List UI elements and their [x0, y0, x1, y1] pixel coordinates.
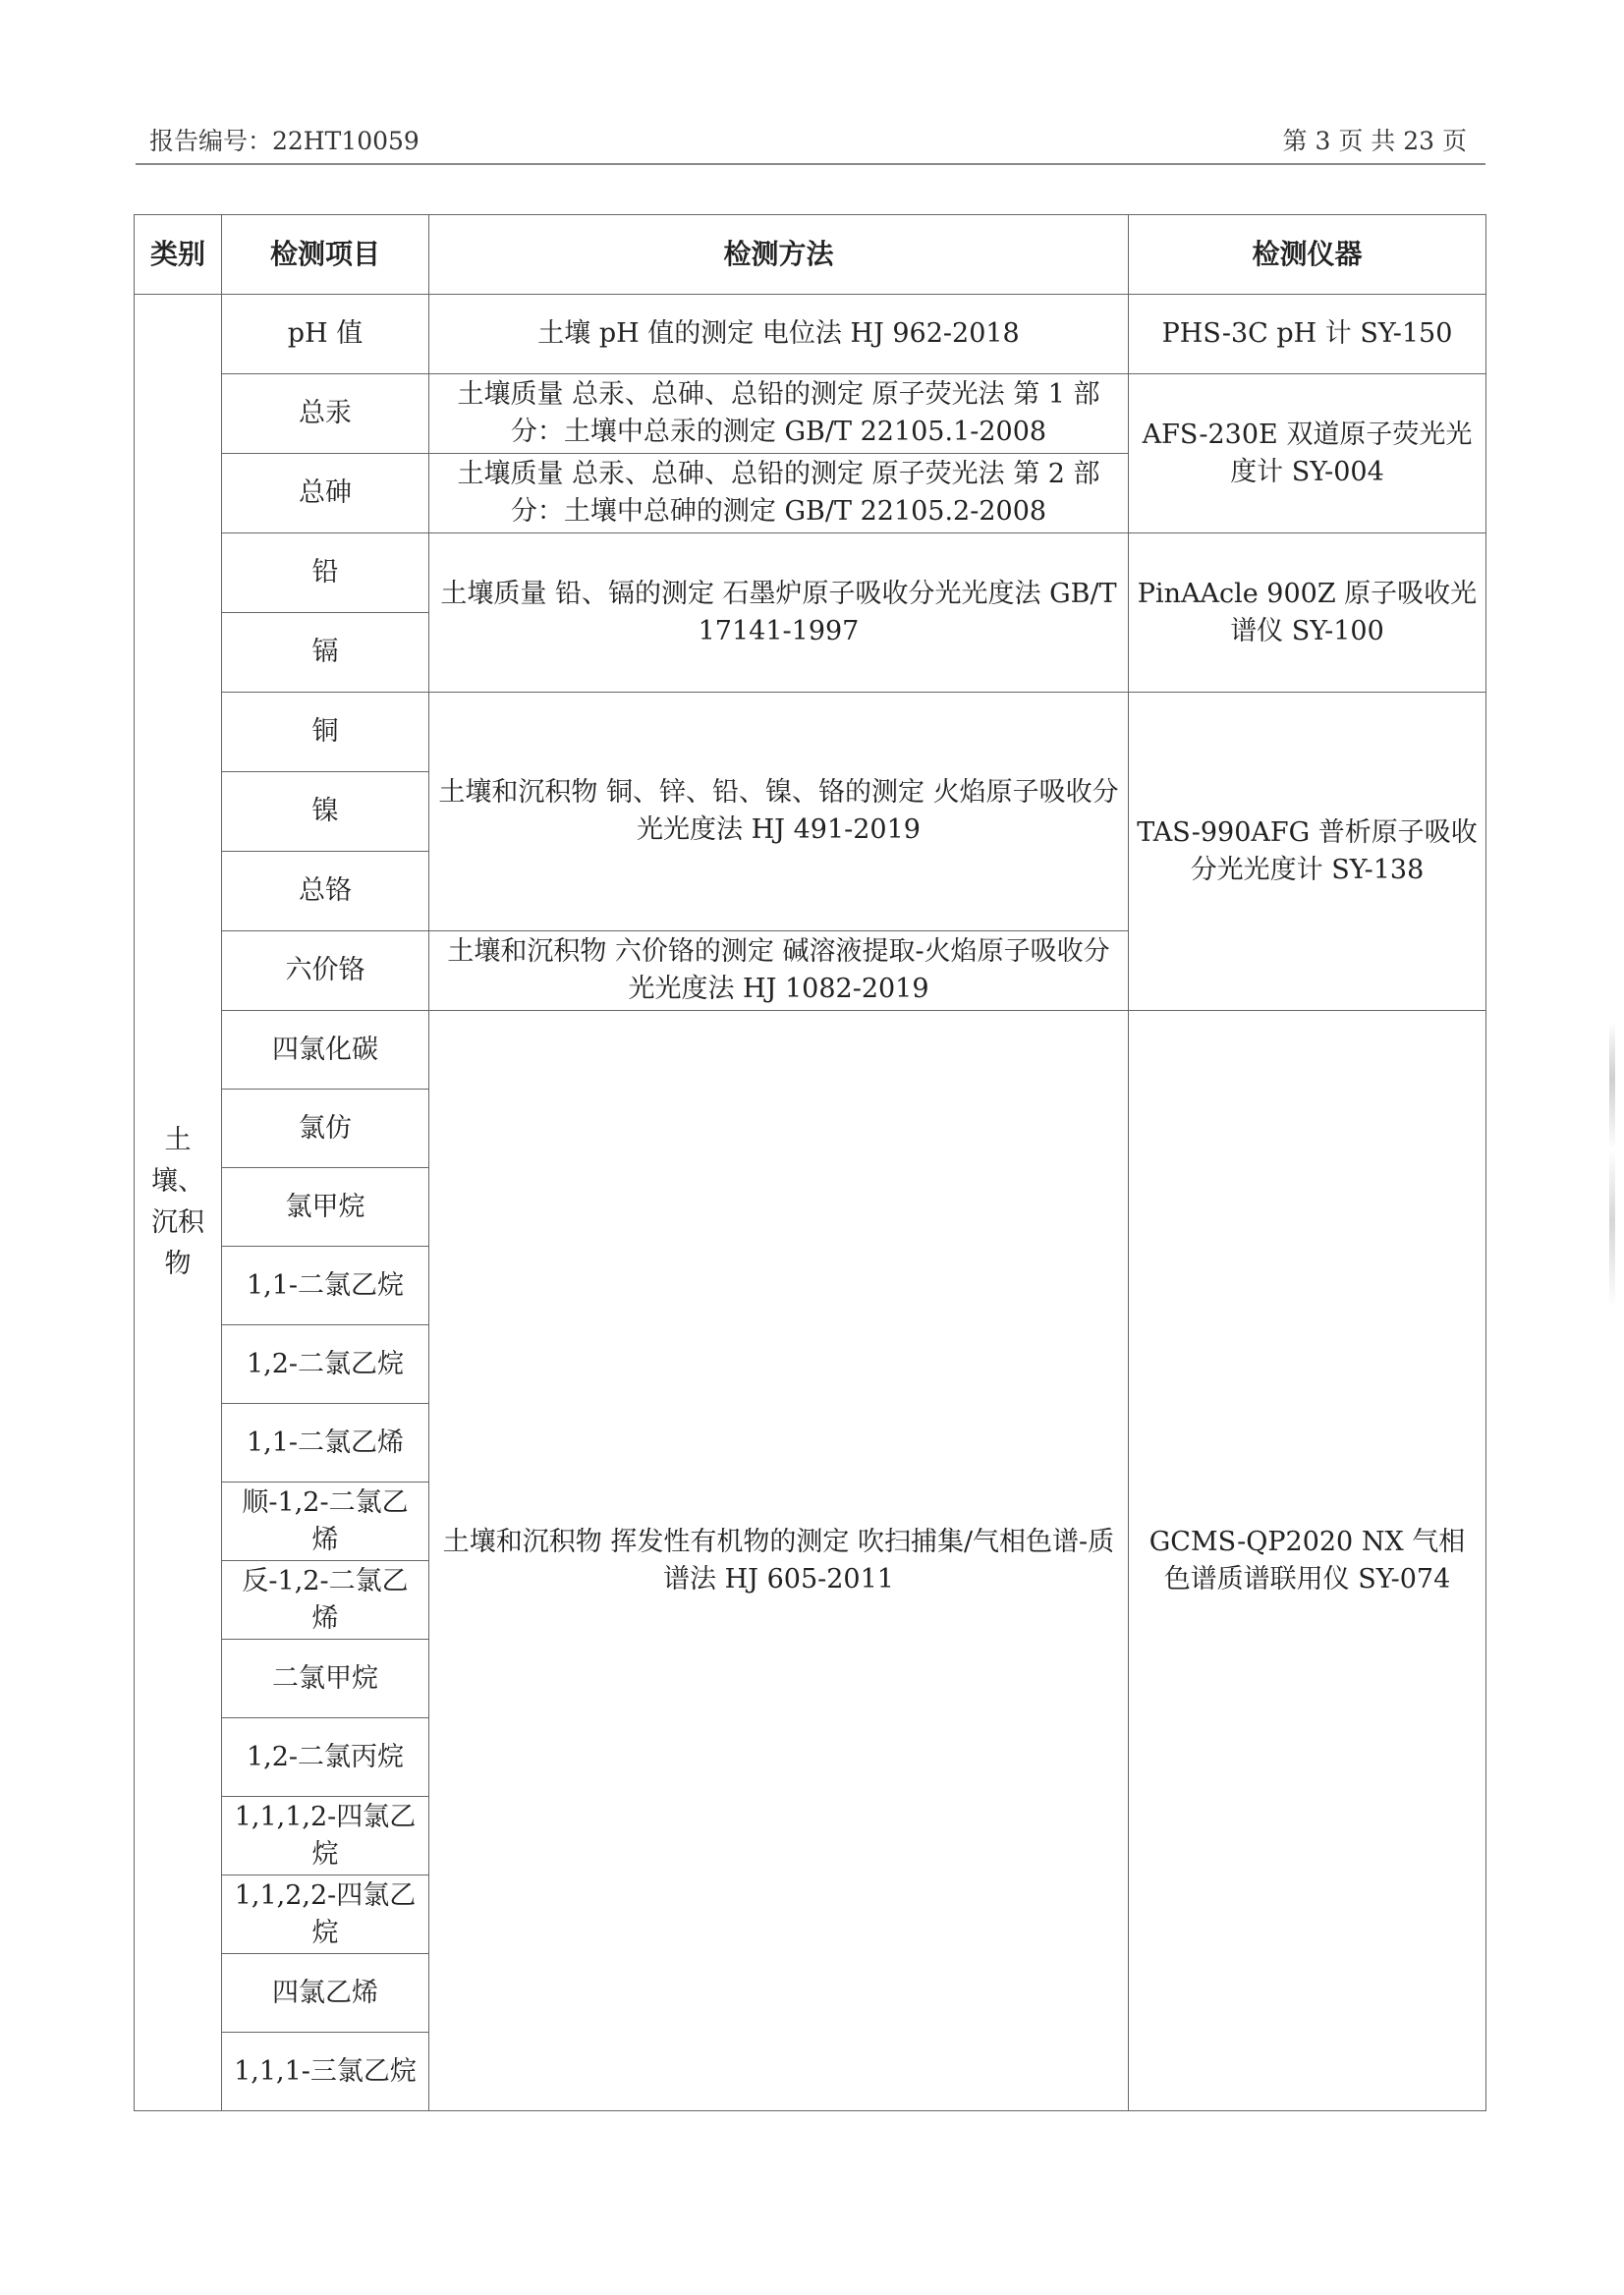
test-item: 铜	[222, 693, 429, 772]
test-instrument: PHS-3C pH 计 SY-150	[1129, 295, 1486, 374]
test-item: 1,1-二氯乙烯	[222, 1404, 429, 1483]
test-instrument: AFS-230E 双道原子荧光光度计 SY-004	[1129, 374, 1486, 533]
test-item: 总铬	[222, 852, 429, 931]
test-method: 土壤质量 铅、镉的测定 石墨炉原子吸收分光光度法 GB/T 17141-1997	[429, 533, 1129, 693]
test-instrument: GCMS-QP2020 NX 气相色谱质谱联用仪 SY-074	[1129, 1011, 1486, 2111]
column-header-method: 检测方法	[429, 215, 1129, 295]
test-item: 铅	[222, 533, 429, 613]
test-item: 镍	[222, 772, 429, 852]
test-item: 氯甲烷	[222, 1168, 429, 1247]
test-item: 四氯乙烯	[222, 1954, 429, 2033]
test-method: 土壤和沉积物 六价铬的测定 碱溶液提取-火焰原子吸收分光光度法 HJ 1082-2019	[429, 931, 1129, 1011]
report-number: 报告编号：22HT10059	[149, 127, 420, 155]
test-item: 二氯甲烷	[222, 1640, 429, 1718]
category-cell: 土壤、沉积物	[135, 295, 222, 2111]
test-instrument: PinAAcle 900Z 原子吸收光谱仪 SY-100	[1129, 533, 1486, 693]
test-item: 1,1-二氯乙烷	[222, 1247, 429, 1325]
test-method: 土壤和沉积物 铜、锌、铅、镍、铬的测定 火焰原子吸收分光光度法 HJ 491-2019	[429, 693, 1129, 931]
test-instrument: TAS-990AFG 普析原子吸收分光光度计 SY-138	[1129, 693, 1486, 1011]
test-method: 土壤 pH 值的测定 电位法 HJ 962-2018	[429, 295, 1129, 374]
test-method-table	[134, 214, 1486, 2111]
test-item: pH 值	[222, 295, 429, 374]
test-method: 土壤质量 总汞、总砷、总铅的测定 原子荧光法 第 1 部分：土壤中总汞的测定 GB/T 22105.1-2008	[429, 374, 1129, 454]
test-item: 1,2-二氯乙烷	[222, 1325, 429, 1404]
test-item: 六价铬	[222, 931, 429, 1011]
test-item: 1,1,2,2-四氯乙烷	[222, 1875, 429, 1954]
test-item: 1,1,1,2-四氯乙烷	[222, 1797, 429, 1875]
scan-edge-mark	[1609, 1022, 1615, 1307]
column-header-instrument: 检测仪器	[1129, 215, 1486, 295]
column-header-item: 检测项目	[222, 215, 429, 295]
test-method: 土壤和沉积物 挥发性有机物的测定 吹扫捕集/气相色谱-质谱法 HJ 605-2011	[429, 1011, 1129, 2111]
header-divider	[136, 163, 1485, 165]
test-item: 四氯化碳	[222, 1011, 429, 1090]
test-item: 1,1,1-三氯乙烷	[222, 2033, 429, 2111]
page-number: 第 3 页 共 23 页	[1282, 127, 1467, 155]
test-method: 土壤质量 总汞、总砷、总铅的测定 原子荧光法 第 2 部分：土壤中总砷的测定 GB/T 22105.2-2008	[429, 454, 1129, 533]
test-item: 顺-1,2-二氯乙烯	[222, 1483, 429, 1561]
test-item: 镉	[222, 613, 429, 693]
test-item: 总砷	[222, 454, 429, 533]
test-item: 反-1,2-二氯乙烯	[222, 1561, 429, 1640]
test-item: 总汞	[222, 374, 429, 454]
test-item: 氯仿	[222, 1090, 429, 1168]
test-item: 1,2-二氯丙烷	[222, 1718, 429, 1797]
column-header-category: 类别	[135, 215, 222, 295]
